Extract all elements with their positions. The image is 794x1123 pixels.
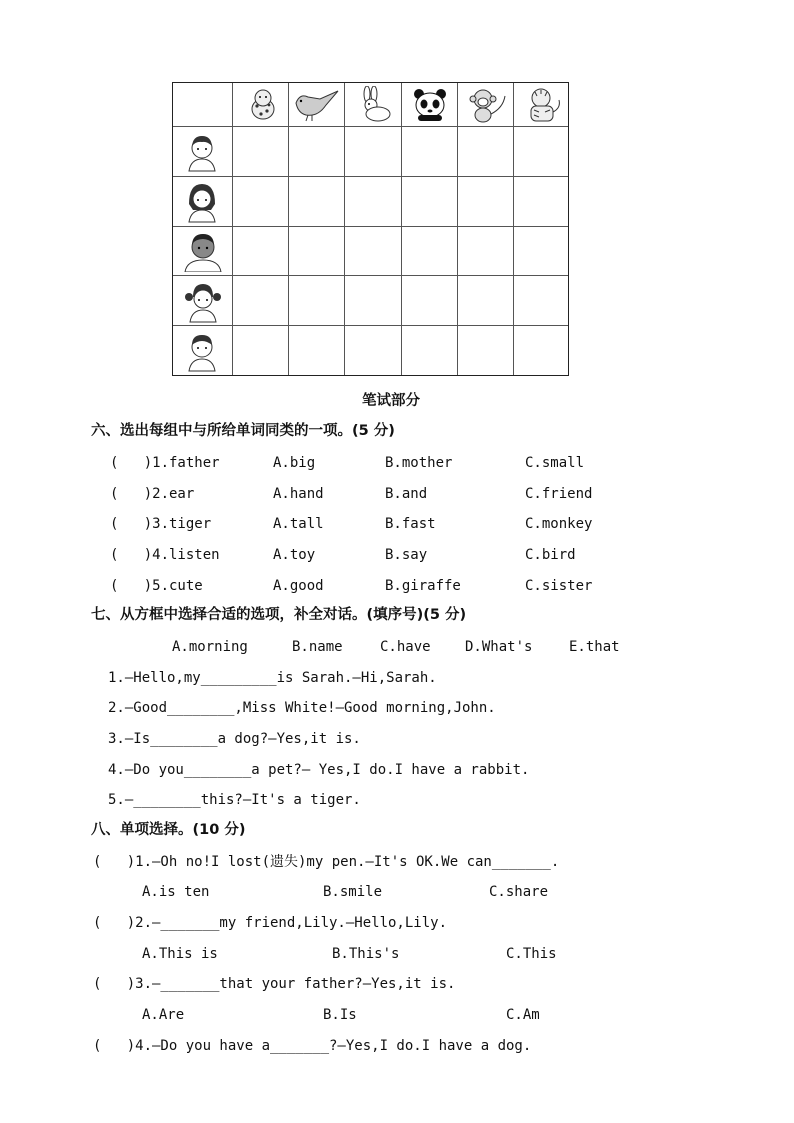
- s6-q5-option-b: B.giraffe: [385, 578, 461, 594]
- s8-q2-option-c: C.This: [506, 946, 557, 962]
- s6-q3-option-a: A.tall: [273, 516, 324, 532]
- s8-q1-option-c: C.share: [489, 884, 549, 900]
- s7-line-1: 1.—Hello,my_________is Sarah.—Hi,Sarah.: [108, 670, 437, 686]
- s8-q1-stem: ( )1.—Oh no!I lost(遗失)my pen.—It's OK.We can_______.: [93, 854, 560, 870]
- s6-q4-option-b: B.say: [385, 547, 428, 563]
- s7-option-e: E.that: [569, 639, 620, 655]
- section-8-title: 八、单项选择。(10 分): [91, 822, 246, 838]
- s7-option-b: B.name: [292, 639, 343, 655]
- s6-q1-option-b: B.mother: [385, 455, 453, 471]
- monkey-icon: [461, 86, 511, 124]
- s7-option-d: D.What's: [465, 639, 533, 655]
- table-divider: [173, 176, 568, 177]
- s8-q3-option-c: C.Am: [506, 1007, 540, 1023]
- s6-q1-option-a: A.big: [273, 455, 316, 471]
- panda-icon: [410, 87, 450, 123]
- s7-line-4: 4.—Do you________a pet?— Yes,I do.I have a rabbit.: [108, 762, 530, 778]
- animal-survey-table: [172, 82, 569, 376]
- s6-q1-stem: ( )1.father: [110, 455, 220, 471]
- s6-q4-option-a: A.toy: [273, 547, 316, 563]
- s8-q3-option-a: A.Are: [142, 1007, 185, 1023]
- boy-short-hair-icon: [183, 329, 221, 372]
- s6-q1-option-c: C.small: [525, 455, 585, 471]
- s6-q3-option-b: B.fast: [385, 516, 436, 532]
- girl-icon: [183, 180, 221, 223]
- s8-q4-stem: ( )4.—Do you have a_______?—Yes,I do.I have a dog.: [93, 1038, 532, 1054]
- table-divider: [173, 226, 568, 227]
- s8-q3-option-b: B.Is: [323, 1007, 357, 1023]
- s6-q4-stem: ( )4.listen: [110, 547, 220, 563]
- bird-icon: [290, 87, 342, 123]
- table-divider: [173, 325, 568, 326]
- section-7-title: 七、从方框中选择合适的选项，补全对话。(填序号)(5 分): [91, 607, 467, 623]
- s8-q1-option-a: A.is ten: [142, 884, 210, 900]
- s6-q3-option-c: C.monkey: [525, 516, 593, 532]
- table-divider: [173, 126, 568, 127]
- s8-q2-option-a: A.This is: [142, 946, 218, 962]
- written-section-heading: 笔试部分: [362, 393, 420, 409]
- dark-boy-icon: [181, 230, 225, 272]
- s8-q2-stem: ( )2.—_______my friend,Lily.—Hello,Lily.: [93, 915, 448, 931]
- boy-icon: [183, 131, 221, 173]
- s8-q1-option-b: B.smile: [323, 884, 383, 900]
- s7-line-2: 2.—Good________,Miss White!—Good morning,John.: [108, 700, 496, 716]
- leopard-icon: [245, 87, 281, 123]
- s6-q5-option-a: A.good: [273, 578, 324, 594]
- s7-option-c: C.have: [380, 639, 431, 655]
- s6-q5-option-c: C.sister: [525, 578, 593, 594]
- s7-option-a: A.morning: [172, 639, 248, 655]
- s6-q3-stem: ( )3.tiger: [110, 516, 212, 532]
- s6-q2-option-c: C.friend: [525, 486, 593, 502]
- rabbit-icon: [351, 86, 395, 124]
- s8-q3-stem: ( )3.—_______that your father?—Yes,it is.: [93, 976, 456, 992]
- s6-q2-option-b: B.and: [385, 486, 428, 502]
- s6-q2-option-a: A.hand: [273, 486, 324, 502]
- s8-q2-option-b: B.This's: [332, 946, 400, 962]
- table-divider: [173, 275, 568, 276]
- s6-q5-stem: ( )5.cute: [110, 578, 203, 594]
- girl-pigtails-icon: [183, 279, 223, 323]
- tiger-icon: [521, 86, 565, 124]
- s7-line-5: 5.—________this?—It's a tiger.: [108, 792, 361, 808]
- section-6-title: 六、选出每组中与所给单词同类的一项。(5 分): [91, 423, 395, 439]
- s6-q4-option-c: C.bird: [525, 547, 576, 563]
- s7-line-3: 3.—Is________a dog?—Yes,it is.: [108, 731, 361, 747]
- s6-q2-stem: ( )2.ear: [110, 486, 195, 502]
